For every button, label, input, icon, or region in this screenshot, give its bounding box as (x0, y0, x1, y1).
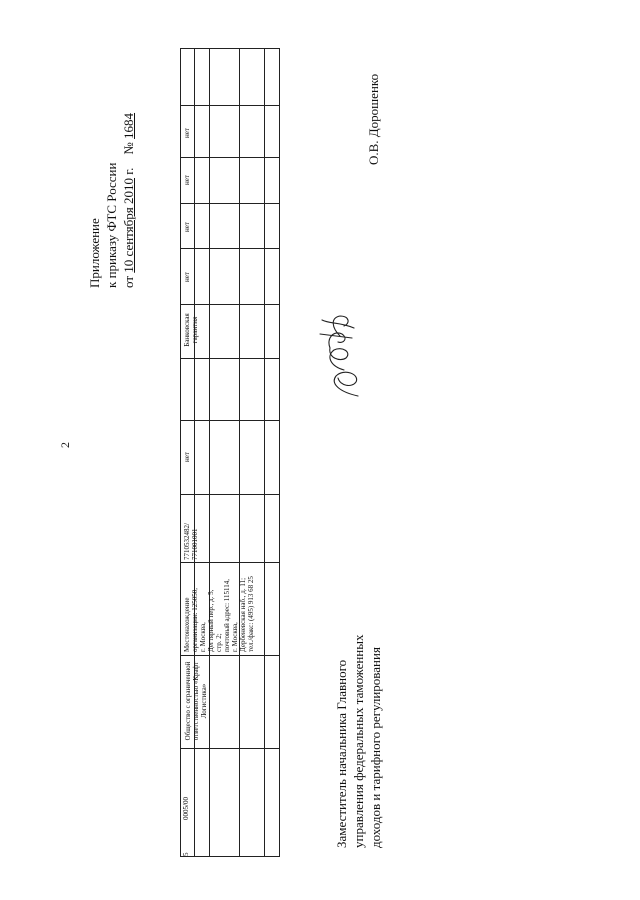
handwritten-signature (300, 308, 380, 403)
signatory-name: О.В. Дорошенко (366, 73, 381, 165)
appendix-title: Приложение (87, 218, 102, 288)
order-number: 1684 (121, 112, 136, 139)
number-prefix: № (121, 142, 136, 155)
date-suffix: г. (121, 167, 136, 175)
signatory-title: Заместитель начальника Главного управления федеральных таможенных доходов и тарифного регулирования (334, 634, 383, 848)
page-number: 2 (58, 442, 72, 448)
appendix-order-ref: к приказу ФТС России (104, 162, 119, 288)
appendix-header (86, 113, 137, 288)
order-date: 10 сентября 2010 (121, 177, 136, 273)
date-prefix: от (121, 275, 136, 288)
appendix-date-number (120, 113, 137, 288)
